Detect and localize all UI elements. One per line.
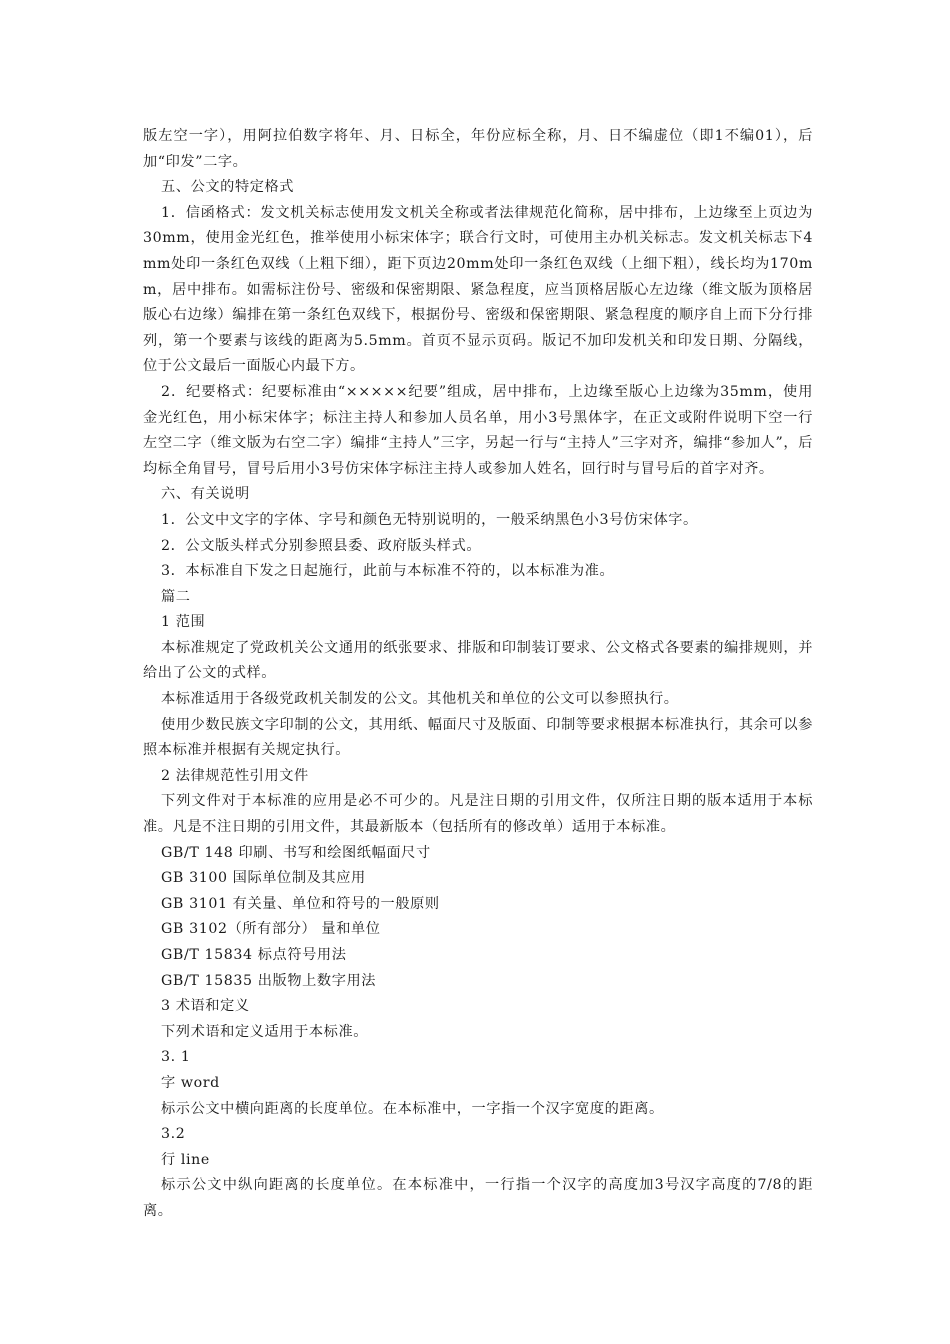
part-heading-two: 篇二	[161, 588, 191, 605]
section-heading-normative-references: 2 法律规范性引用文件	[161, 767, 309, 784]
term-number: 3.2	[161, 1126, 186, 1143]
paragraph-note-3: 3．本标准自下发之日起施行，此前与本标准不符的，以本标准为准。	[161, 563, 615, 580]
reference-item: GB 3102（所有部分） 量和单位	[161, 921, 381, 938]
section-heading-special-formats: 五、公文的特定格式	[161, 179, 295, 196]
term-definition: 标示公文中横向距离的长度单位。在本标准中，一字指一个汉字宽度的距离。	[161, 1100, 664, 1117]
paragraph-references-intro: 下列文件对于本标准的应用是必不可少的。凡是注日期的引用文件，仅所注日期的版本适用于本标准。凡是不注日期的引用文件，其最新版本（包括所有的修改单）适用于本标准。	[143, 793, 813, 836]
term-name: 字 word	[161, 1074, 220, 1091]
reference-item: GB 3100 国际单位制及其应用	[161, 870, 366, 887]
reference-item: GB 3101 有关量、单位和符号的一般原则	[161, 895, 440, 912]
paragraph-note-2: 2．公文版头样式分别参照县委、政府版头样式。	[161, 537, 482, 554]
term-definition: 标示公文中纵向距离的长度单位。在本标准中，一行指一个汉字的高度加3号汉字高度的7/8的距离。	[143, 1177, 813, 1219]
document-body	[143, 124, 813, 1225]
paragraph-note-1: 1．公文中文字的字体、字号和颜色无特别说明的，一般采纳黑色小3号仿宋体字。	[161, 511, 698, 528]
paragraph-continuation: 版左空一字），用阿拉伯数字将年、月、日标全，年份应标全称，月、日不编虚位（即1不编01），后加“印发”二字。	[143, 128, 813, 170]
reference-item: GB/T 15834 标点符号用法	[161, 947, 347, 963]
paragraph-letter-format: 1．信函格式：发文机关标志使用发文机关全称或者法律规范化简称，居中排布，上边缘至上页边为30mm，使用金光红色，推举使用小标宋体字；联合行文时，可使用主办机关标志。发文机关标志下4mm处印一条红色双线（上粗下细），距下页边20mm处印一条红色双线（上细下粗），线长均为170mm，居中排布。如需标注份号、密级和保密期限、紧急程度，应当顶格居版心左边缘（维文版为顶格居版心右边缘）编排在第一条红色双线下，根据份号、密级和保密期限、紧急程度的顺序自上而下分行排列，第一个要素与该线的距离为5.5mm。首页不显示页码。版记不加印发机关和印发日期、分隔线，位于公文最后一面版心内最下方。	[143, 204, 813, 375]
reference-item: GB/T 15835 出版物上数字用法	[161, 972, 377, 989]
paragraph-minutes-format: 2．纪要格式：纪要标准由“×××××纪要”组成，居中排布，上边缘至版心上边缘为35mm，使用金光红色，用小标宋体字；标注主持人和参加人员名单，用小3号黑体字，在正文或附件说明下空一行左空二字（维文版为右空二字）编排“主持人”三字，另起一行与“主持人”三字对齐，编排“参加人”，后均标全角冒号，冒号后用小3号仿宋体字标注主持人或参加人姓名，回行时与冒号后的首字对齐。	[143, 383, 813, 477]
paragraph-scope-1: 本标准规定了党政机关公文通用的纸张要求、排版和印制装订要求、公文格式各要素的编排规则，并给出了公文的式样。	[143, 639, 813, 682]
section-heading-notes: 六、有关说明	[161, 486, 250, 503]
term-number: 3. 1	[161, 1049, 191, 1066]
reference-item: GB/T 148 印刷、书写和绘图纸幅面尺寸	[161, 844, 431, 861]
paragraph-scope-3: 使用少数民族文字印制的公文，其用纸、幅面尺寸及版面、印制等要求根据本标准执行，其余可以参照本标准并根据有关规定执行。	[143, 716, 813, 759]
section-heading-terms: 3 术语和定义	[161, 998, 250, 1015]
paragraph-scope-2: 本标准适用于各级党政机关制发的公文。其他机关和单位的公文可以参照执行。	[161, 691, 679, 708]
term-name: 行 line	[161, 1151, 210, 1168]
section-heading-scope: 1 范围	[161, 614, 206, 631]
paragraph-terms-intro: 下列术语和定义适用于本标准。	[161, 1023, 369, 1040]
